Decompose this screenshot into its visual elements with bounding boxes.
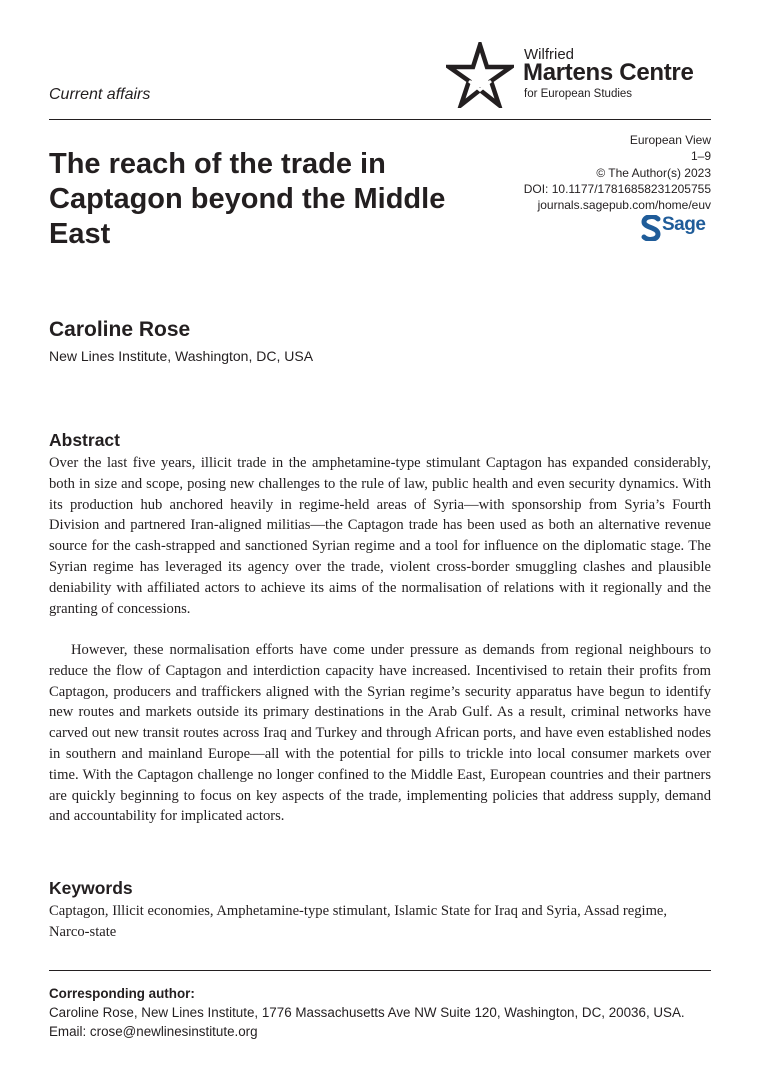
header-rule	[49, 119, 711, 120]
star-icon	[446, 42, 514, 108]
author-affiliation: New Lines Institute, Washington, DC, USA	[49, 348, 314, 364]
author-name: Caroline Rose	[49, 318, 191, 341]
journal-pages: 1–9	[690, 149, 711, 164]
correspondence-address: Caroline Rose, New Lines Institute, 1776 Massachusetts Ave NW Suite 120, Washington, DC, 20036, USA.	[49, 1005, 685, 1020]
abstract-paragraph-1: Over the last five years, illicit trade in the amphetamine-type stimulant Captagon has expanded considerably, both in size and scope, posing new challenges to the rule of law, public health and even security dynamics. With its production hub anchored heavily in regime-held areas of Syria—with sponsorship from Syria’s Fourth Division and partnered Iran-aligned militias—the Captagon trade has been used as both an alternative revenue source for the cash-strapped and sanctioned Syrian regime and a tool for influence on the diplomatic stage. The Syrian regime has leveraged its agency over the trade, violent cross-border smuggling clashes and plausible deniability with affiliated actors to achieve its aims of the normalisation of relations with it regionally and the granting of concessions.	[49, 455, 711, 617]
correspondence-label: Corresponding author:	[49, 986, 195, 1001]
keywords-text: Captagon, Illicit economies, Amphetamine-type stimulant, Islamic State for Iraq and Syria, Assad regime, Narco-state	[49, 903, 668, 940]
abstract-heading: Abstract	[49, 430, 120, 450]
footer-rule	[49, 970, 711, 971]
correspondence-block	[49, 984, 729, 1041]
logo-line-1: Wilfried	[524, 46, 575, 63]
sage-s-icon	[641, 215, 661, 241]
sage-logo	[641, 213, 711, 241]
logo-line-3: for European Studies	[524, 88, 633, 100]
article-title: The reach of the trade in Captagon beyond the Middle East	[49, 148, 446, 250]
martens-centre-logo	[446, 42, 716, 108]
journal-url[interactable]: journals.sagepub.com/home/euv	[537, 198, 711, 213]
journal-name: European View	[629, 133, 711, 147]
correspondence-email[interactable]: Email: crose@newlinesinstitute.org	[49, 1024, 258, 1039]
sage-label: Sage	[662, 214, 706, 235]
journal-info	[524, 132, 711, 213]
section-label: Current affairs	[49, 86, 151, 103]
journal-doi[interactable]: DOI: 10.1177/17816858231205755	[523, 181, 711, 196]
abstract-paragraph-2: However, these normalisation efforts have come under pressure as demands from regional neighbours to reduce the flow of Captagon and interdiction capacity have increased. Incentivised to retain their profits from Captagon, producers and traffickers aligned with the Syrian regime’s security apparatus have begun to identify new routes and markets outside its primary destinations in the Arab Gulf. As a result, criminal networks have carved out new transit routes across Iraq and Turkey and through African ports, and have even established nodes in southern and mainland Europe—all with the potential for pills to trickle into local consumer markets over time. With the Captagon challenge no longer confined to the Middle East, European countries and their partners are quickly beginning to focus on key aspects of the trade, implementing policies that address supply, demand and accountability for implicated actors.	[49, 642, 711, 825]
logo-line-2: Martens Centre	[523, 59, 694, 86]
keywords-heading: Keywords	[49, 878, 133, 898]
journal-copyright: © The Author(s) 2023	[596, 165, 711, 180]
